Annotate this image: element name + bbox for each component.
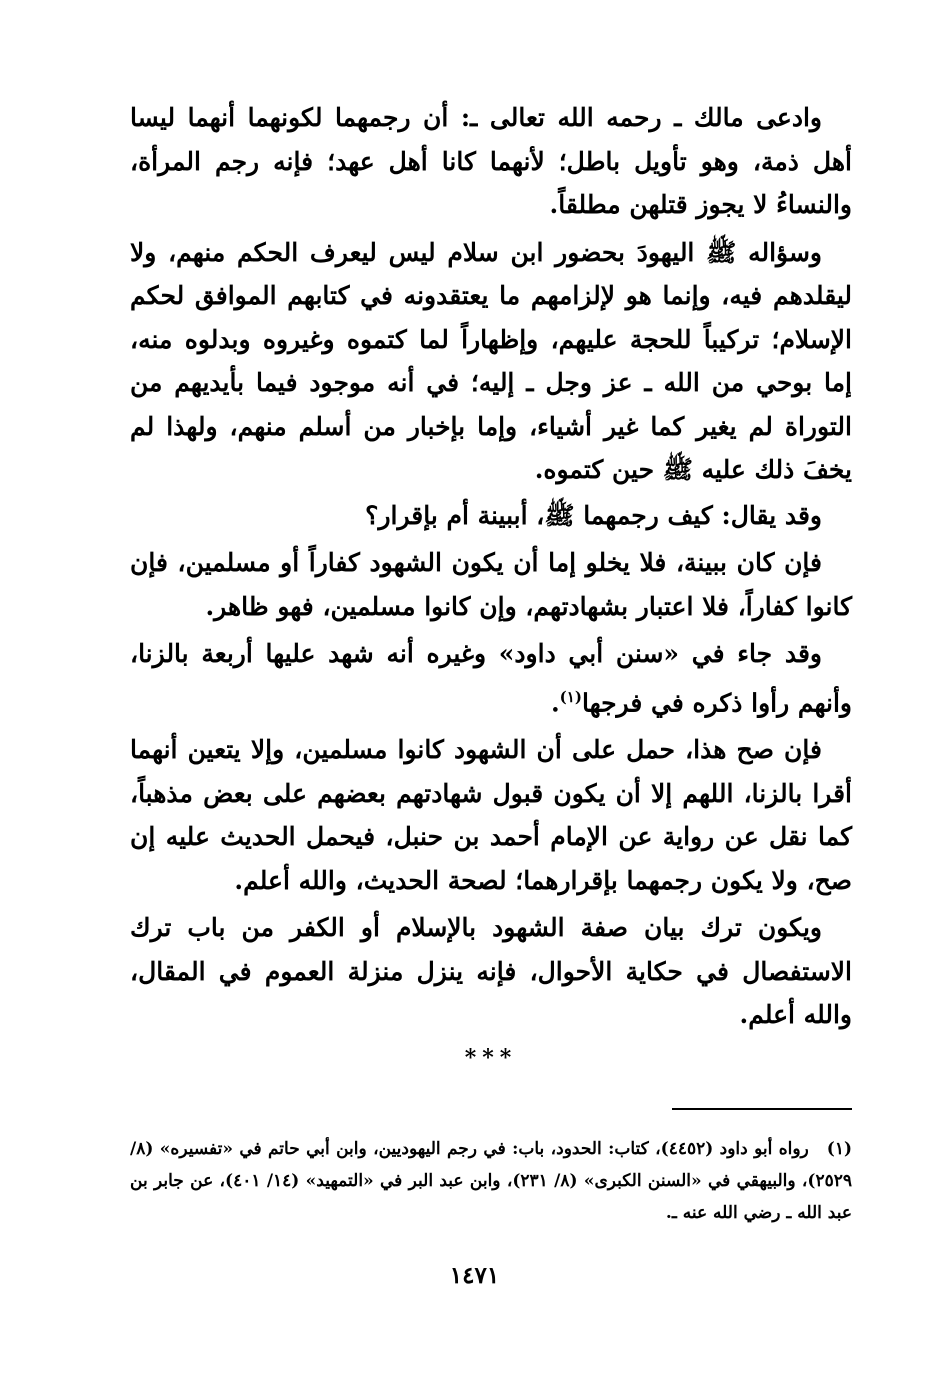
page-body [130,96,852,1071]
footnote-text: رواه أبو داود (٤٤٥٢)، كتاب: الحدود، باب: في رجم اليهوديين، وابن أبي حاتم في «تفسيره» (٨/ ٢٥٢٩)، والبيهقي في «السنن الكبرى» (٨/ ٢٣١)، وابن عبد البر في «التمهيد» (١٤/ ٤٠١)، عن جابر بن عبد الله ـ رضي الله عنه ـ. [130,1139,852,1223]
page-number: ١٤٧١ [449,1262,500,1289]
footnote-divider [672,1108,852,1110]
footnote-number: (١) [826,1139,852,1159]
paragraph-asking-jews: وسؤاله ﷺ اليهودَ بحضور ابن سلام ليس ليعرف الحكم منهم، ولا ليقلدهم فيه، وإنما هو لإلزامهم ما يعتقدونه في كتابهم الموافق لحكم الإسلام؛ تركيباً للحجة عليهم، وإظهاراً لما كتموه وغيروه وبدلوه منه، إما بوحي من الله ـ عز وجل ـ إليه؛ في أنه موجود فيما بأيديهم من التوراة لم يغير كما غير أشياء، وإما بإخبار من أسلم منهم، ولهذا لم يخفَ ذلك عليه ﷺ حين كتموه. [130,237,852,484]
paragraph-abu-dawud [130,632,852,724]
paragraph-witnesses: فإن كان ببينة، فلا يخلو إما أن يكون الشهود كفاراً أو مسلمين، فإن كانوا كفاراً، فلا اعتبار بشهادتهم، وإن كانوا مسلمين، فهو ظاهر. [130,548,852,621]
paragraph-abu-dawud-end: . [550,687,560,717]
paragraph-if-authentic: فإن صح هذا، حمل على أن الشهود كانوا مسلمين، وإلا يتعين أنهما أقرا بالزنا، اللهم إلا أن يكون قبول شهادتهم بعضهم على بعض مذهباً، كما نقل عن رواية عن الإمام أحمد بن حنبل، فيحمل الحديث عليه إن صح، ولا يكون رجمهما بإقرارهما؛ لصحة الحديث، والله أعلم. [130,735,852,895]
footnote-reference[interactable]: (١) [559,687,582,706]
paragraph-question: وقد يقال: كيف رجمهما ﷺ، أببينة أم بإقرار؟ [365,500,822,530]
paragraph-malik-claim: وادعى مالك ـ رحمه الله تعالى ـ: أن رجمهما لكونهما أنهما ليسا أهل ذمة، وهو تأويل باطل؛ لأنهما كانا أهل عهد؛ فإنه رجم المرأة، والنساءُ لا يجوز قتلهن مطلقاً. [130,103,852,219]
footnotes [130,1133,852,1229]
section-separator: *** [464,1044,518,1071]
paragraph-abu-dawud-text: وقد جاء في «سنن أبي داود» وغيره أنه شهد عليها أربعة بالزنا، وأنهم رأوا ذكره في فرجها [130,639,852,717]
paragraph-leaving-description: ويكون ترك بيان صفة الشهود بالإسلام أو الكفر من باب ترك الاستفصال في حكاية الأحوال، فإنه ينزل منزلة العموم في المقال، والله أعلم. [130,913,852,1030]
